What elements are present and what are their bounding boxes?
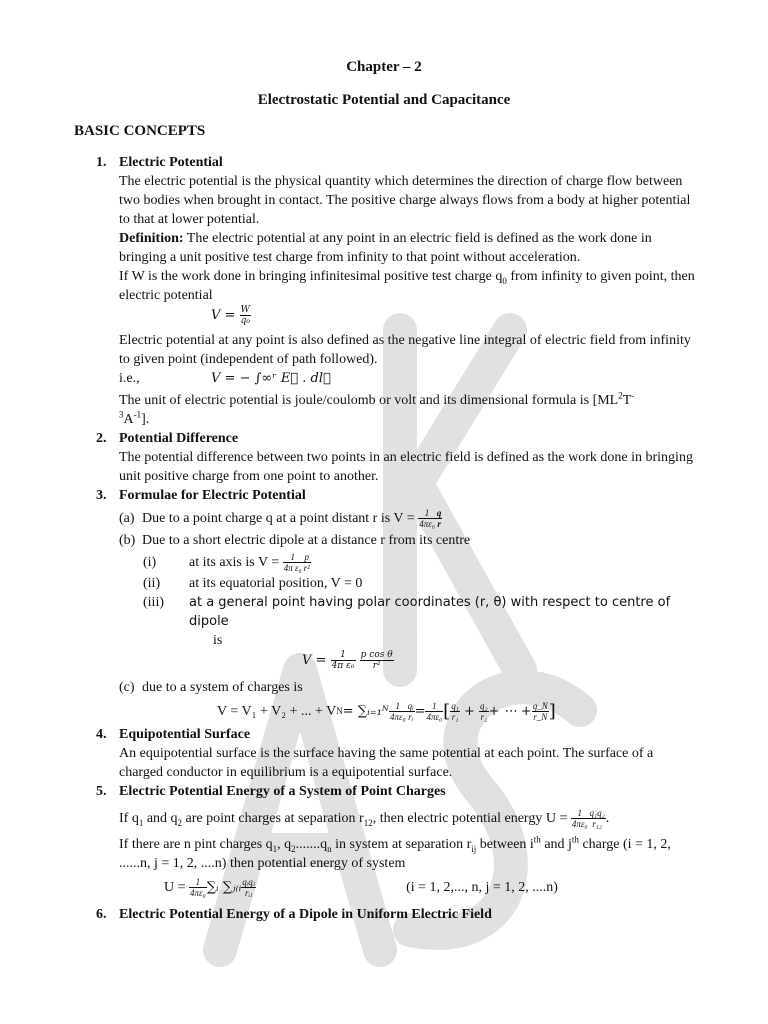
section-number: 6.	[96, 907, 107, 922]
paragraph: If there are n pint charges $q_1$, $q_2.......q_n$ in system at separation $r_{ij}$ between $i^{th}$ and $j^{th}$ charge (i = 1, 2, ......n, j = 1, 2, ....n) then potential energy of system	[119, 834, 671, 871]
paragraph: An equipotential surface is the surface having the same potential at each point. The surface of a charged conductor in equilibrium is a equipotential surface.	[119, 746, 654, 780]
section-title: Electric Potential Energy of a Dipole in Uniform Electric Field	[119, 907, 492, 922]
equation-system: V = V₁ + V₂ + ... + V N = ∑ᵢ₌₁ᴺ $\frac{1}{\text{4πε₀}}$ $\frac{\text{qᵢ}}{\text{rᵢ}}$ = $\frac{1}{\text{4πε₀}}$ [ $\frac{\text{q₁}}{\text{r₁}}$ + $\frac{\text{q₂}}{\text{r₂}}$ + ⋯ + $\frac{q\_N}{r\_N}$ ]	[217, 700, 556, 722]
list-item: (a) Due to a point charge q at a point distant r is V = $\frac{1}{\text{4πε₀}}$ $\frac{q}{r}$	[119, 507, 442, 529]
section-potential-energy-system	[96, 782, 696, 901]
section-heading: BASIC CONCEPTS	[74, 123, 206, 139]
definition-label: Definition:	[119, 231, 184, 246]
section-title: Electric Potential Energy of a System of Point Charges	[119, 784, 446, 799]
ie-label: i.e.,	[119, 371, 140, 386]
list-item: (iii) at a general point having polar coordinates (r, θ) with respect to centre of dipole	[143, 595, 671, 629]
section-electric-potential	[96, 153, 696, 429]
paragraph: If $q_1$ and $q_2$ are point charges at separation $r_{12}$, then electric potential energy U = $\frac{1}{\text{4πε₀}}$ $\frac{\text{q₁q₂}}{\text{r₁₂}}$ .	[119, 807, 610, 829]
equation-potential: V = $\frac{W}{\text{q₀}}$	[211, 305, 250, 326]
equation-general-point: V = $\frac{1}{\text{4π ε₀}}$ $\frac{\text{p cos θ}}{\text{r²}}$	[302, 650, 393, 671]
paragraph: The potential difference between two points in an electric field is defined as the work done in bringing unit positive charge from one point to another.	[119, 450, 693, 484]
section-formulae: 3. Formulae for Electric Potential (a) Due to a point charge q at a point distant r is V = $\frac{1}{\text{4πε₀}}$ $\frac{q}{r}$ (b) Due to a short electric dipole at a distance r from its centre (i) at its axis is V = $\frac{1}{\text{4π ε₀}}$ $\frac{p}{\text{r²}}$ (ii) at its equatorial position, V = 0 (iii) at a general point having polar coordinates (r, θ) with respect to centre of dipole is V = $\frac{1}{\text{4π ε₀}}$ $\frac{\text{p cos θ}}{\text{r²}}$ (c) due to a system of charges is V = V₁ + V₂ + ... + V N = ∑ᵢ₌₁ᴺ $\frac{1}{\text{4πε₀}}$ $\frac{\text{qᵢ}}{\text{rᵢ}}$ = $\frac{1}{\text{4πε₀}}$ [ $\frac{\text{q₁}}{\text{r₁}}$ + $\frac{\text{q₂}}{\text{r₂}}$ + ⋯ + $\frac{q\_N}{r\_N}$ ]	[96, 486, 696, 725]
section-number: 2.	[96, 431, 107, 446]
section-title: Equipotential Surface	[119, 727, 251, 742]
list-item: (b) Due to a short electric dipole at a distance r from its centre	[119, 533, 471, 548]
list-item: (c) due to a system of charges is	[119, 680, 303, 695]
index-range-note: (i = 1, 2,..., n, j = 1, 2, ....n)	[406, 879, 558, 895]
section-number: 1.	[96, 155, 107, 170]
section-title: Electric Potential	[119, 155, 223, 170]
section-equipotential-surface	[96, 725, 696, 782]
equation-system-energy: U = $\frac{1}{\text{4πε₀}}$ ∑ᵢ ∑ⱼ₍ᵢ $\frac{\text{qᵢqⱼ}}{\text{rᵢⱼ}}$ (i = 1, 2,..., n, j = 1, 2, ....n)	[164, 876, 558, 898]
paragraph: If W is the work done in bringing infinitesimal positive test charge $q_0$ from infinity to given point, then electric potential	[119, 269, 695, 303]
section-number: 4.	[96, 727, 107, 742]
chapter-number: Chapter – 2	[346, 59, 422, 75]
definition-paragraph: Definition: The electric potential at any point in an electric field is defined as the work done in bringing a unit positive test charge from infinity to that point without acceleration.	[119, 231, 652, 265]
list-item: (i) at its axis is V = $\frac{1}{\text{4π ε₀}}$ $\frac{p}{\text{r²}}$	[143, 551, 310, 573]
paragraph: Electric potential at any point is also defined as the negative line integral of electric field from infinity to given point (independent of path followed).	[119, 333, 691, 367]
equation-line-integral: V = − ∫∞ʳ E⃗ . dl⃗	[211, 371, 331, 386]
section-potential-difference	[96, 429, 696, 486]
section-title: Formulae for Electric Potential	[119, 488, 306, 503]
section-number: 3.	[96, 488, 107, 503]
paragraph: The electric potential is the physical quantity which determines the direction of charge flow between two bodies when brought in contact. The positive charge always flows from a body at higher potential to that at lower potential.	[119, 174, 691, 227]
section-title: Potential Difference	[119, 431, 239, 446]
section-number: 5.	[96, 784, 107, 799]
chapter-title: Electrostatic Potential and Capacitance	[257, 92, 511, 108]
list-item: (ii) at its equatorial position, V = 0	[143, 576, 363, 591]
section-dipole-energy	[96, 905, 696, 924]
paragraph-unit: The unit of electric potential is joule/coulomb or volt and its dimensional formula is [$ML^2T^-$ $^3A^{-1}$].	[119, 390, 635, 427]
content	[96, 153, 696, 924]
